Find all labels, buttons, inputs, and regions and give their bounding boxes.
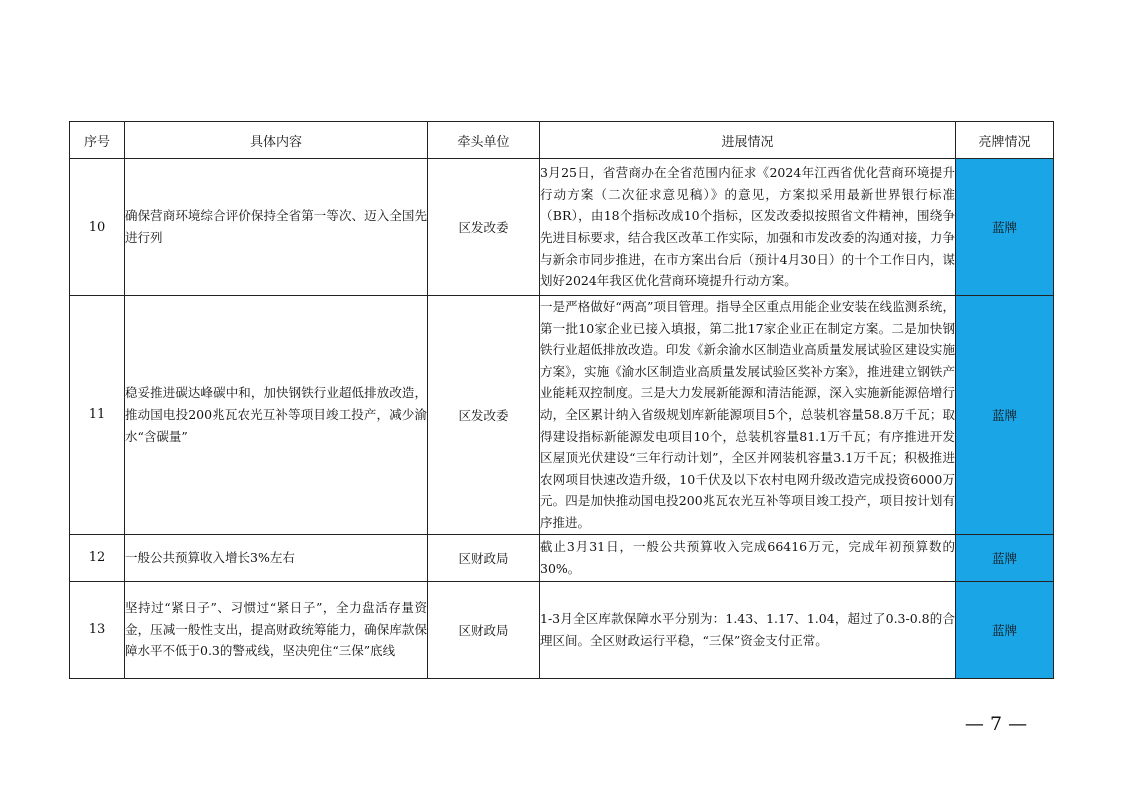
table-header-row bbox=[70, 122, 1054, 159]
header-status: 亮牌情况 bbox=[956, 122, 1054, 159]
task-content: 稳妥推进碳达峰碳中和，加快钢铁行业超低排放改造，推动国电投200兆瓦农光互补等项目竣工投产，减少渝水“含碳量” bbox=[125, 296, 428, 535]
lead-unit: 区财政局 bbox=[428, 534, 540, 581]
table-row bbox=[70, 159, 1054, 296]
row-number: 12 bbox=[70, 534, 125, 581]
table-row bbox=[70, 534, 1054, 581]
status-badge: 蓝牌 bbox=[956, 581, 1054, 678]
header-progress: 进展情况 bbox=[540, 122, 956, 159]
header-unit: 牵头单位 bbox=[428, 122, 540, 159]
task-content: 坚持过“紧日子”、习惯过“紧日子”，全力盘活存量资金，压减一般性支出，提高财政统筹能力，确保库款保障水平不低于0.3的警戒线，坚决兜住“三保”底线 bbox=[125, 581, 428, 678]
lead-unit: 区发改委 bbox=[428, 296, 540, 535]
progress-text: 1-3月全区库款保障水平分别为：1.43、1.17、1.04，超过了0.3-0.8的合理区间。全区财政运行平稳，“三保”资金支付正常。 bbox=[540, 581, 956, 678]
header-content: 具体内容 bbox=[125, 122, 428, 159]
row-number: 11 bbox=[70, 296, 125, 535]
lead-unit: 区财政局 bbox=[428, 581, 540, 678]
progress-table bbox=[69, 121, 1054, 679]
page-number: — 7 — bbox=[964, 713, 1028, 735]
header-no: 序号 bbox=[70, 122, 125, 159]
task-content: 确保营商环境综合评价保持全省第一等次、迈入全国先进行列 bbox=[125, 159, 428, 296]
row-number: 10 bbox=[70, 159, 125, 296]
progress-text: 截止3月31日，一般公共预算收入完成66416万元，完成年初预算数的30%。 bbox=[540, 534, 956, 581]
progress-text: 一是严格做好“两高”项目管理。指导全区重点用能企业安装在线监测系统，第一批10家企业已接入填报，第二批17家企业正在制定方案。二是加快钢铁行业超低排放改造。印发《新余渝水区制造业高质量发展试验区建设实施方案》，实施《渝水区制造业高质量发展试验区奖补方案》，推进建立钢铁产业能耗双控制度。三是大力发展新能源和清洁能源，深入实施新能源倍增行动，全区累计纳入省级规划库新能源项目5个，总装机容量58.8万千瓦；取得建设指标新能源发电项目10个，总装机容量81.1万千瓦；有序推进开发区屋顶光伏建设“三年行动计划”，全区并网装机容量3.1万千瓦；积极推进农网项目快速改造升级，10千伏及以下农村电网升级改造完成投资6000万元。四是加快推动国电投200兆瓦农光互补等项目竣工投产，项目按计划有序推进。 bbox=[540, 296, 956, 535]
status-badge: 蓝牌 bbox=[956, 159, 1054, 296]
status-badge: 蓝牌 bbox=[956, 296, 1054, 535]
table-row bbox=[70, 581, 1054, 678]
progress-text: 3月25日，省营商办在全省范围内征求《2024年江西省优化营商环境提升行动方案（二次征求意见稿）》的意见，方案拟采用最新世界银行标准（BR），由18个指标改成10个指标，区发改委拟按照省文件精神，围绕争先进目标要求，结合我区改革工作实际，加强和市发改委的沟通对接，力争与新余市同步推进，在市方案出台后（预计4月30日）的十个工作日内，谋划好2024年我区优化营商环境提升行动方案。 bbox=[540, 159, 956, 296]
row-number: 13 bbox=[70, 581, 125, 678]
task-content: 一般公共预算收入增长3%左右 bbox=[125, 534, 428, 581]
status-badge: 蓝牌 bbox=[956, 534, 1054, 581]
lead-unit: 区发改委 bbox=[428, 159, 540, 296]
table-row bbox=[70, 296, 1054, 535]
